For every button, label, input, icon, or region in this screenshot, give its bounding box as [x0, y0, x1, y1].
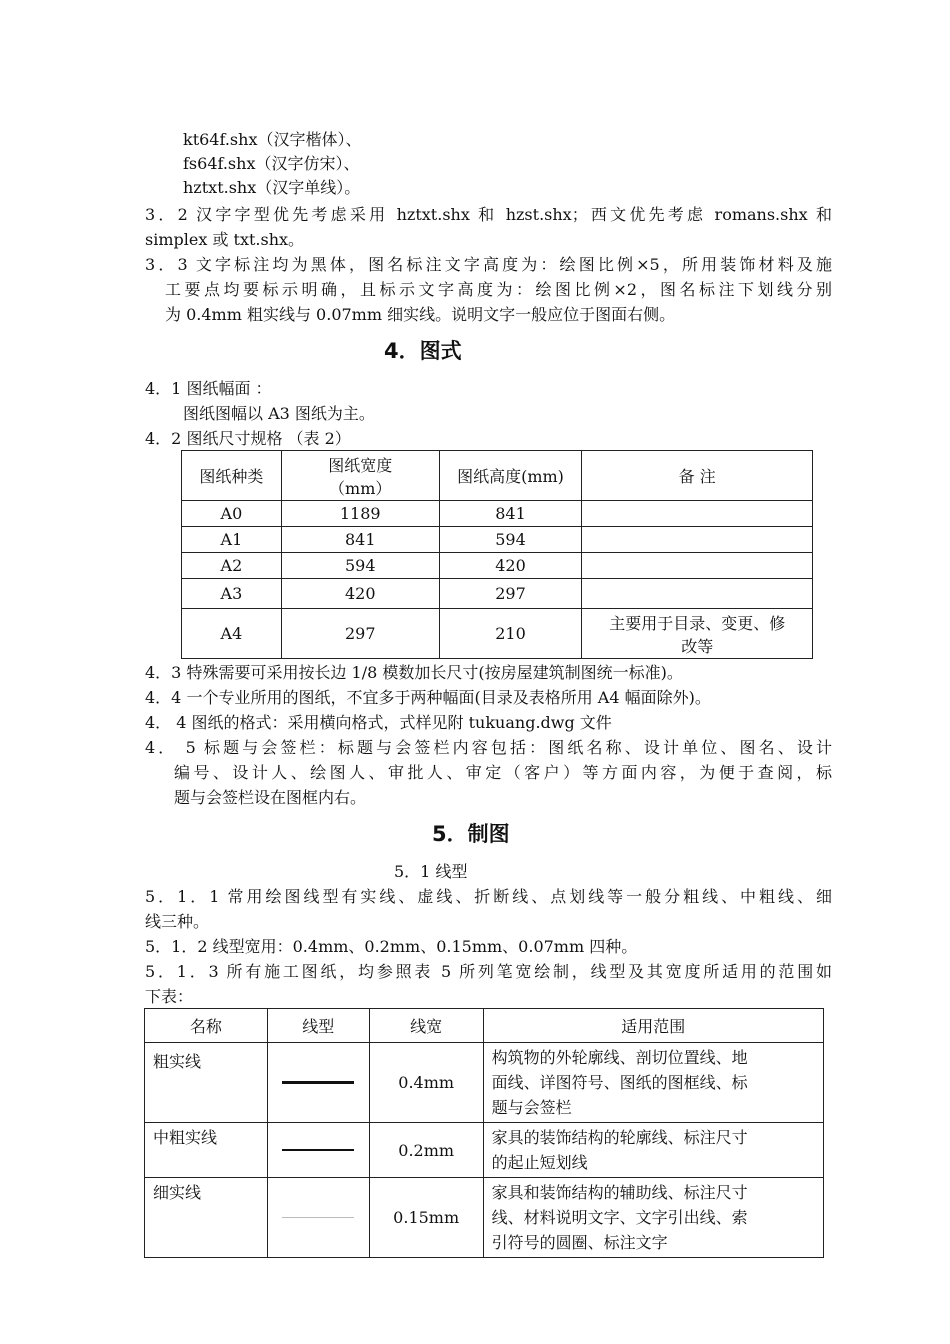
line-type-table [144, 1008, 824, 1258]
cell-width: 0.15mm [369, 1178, 483, 1258]
table-row [182, 609, 813, 659]
header-line-width: 线宽 [369, 1009, 483, 1043]
table-header-row [145, 1009, 824, 1043]
paper-size-table [181, 450, 813, 659]
font-item-fs64f: fs64f.shx（汉字仿宋）、 [183, 154, 360, 173]
thick-line-sample [282, 1081, 354, 1084]
cell-note [582, 579, 813, 609]
cell-type: A0 [182, 501, 282, 527]
section-4-2: 4．2 图纸尺寸规格 （表 2） [145, 429, 351, 448]
cell-line-sample [267, 1123, 369, 1178]
section-4-4-sizes: 4．4 一个专业所用的图纸，不宜多于两种幅面(目录及表格所用 A4 幅面除外)。 [145, 688, 711, 707]
header-line-type: 线型 [267, 1009, 369, 1043]
section-5-1-2: 5．1．2 线型宽用：0.4mm、0.2mm、0.15mm、0.07mm 四种。 [145, 937, 638, 956]
cell-name: 中粗实线 [145, 1123, 268, 1178]
cell-note [582, 553, 813, 579]
heading-4: 4．图式 [384, 339, 462, 363]
cell-scope: 构筑物的外轮廓线、剖切位置线、地 面线、详图符号、图纸的图框线、标 题与会签栏 [483, 1043, 823, 1123]
cell-line-sample [267, 1178, 369, 1258]
para-3-2-line2: simplex 或 txt.shx。 [145, 230, 305, 249]
section-4-3: 4．3 特殊需要可采用按长边 1/8 模数加长尺寸(按房屋建筑制图统一标准)。 [145, 663, 683, 682]
section-4-5-line1: 4． 5 标题与会签栏：标题与会签栏内容包括：图纸名称、设计单位、图名、设计 [145, 738, 832, 757]
font-item-kt64f: kt64f.shx（汉字楷体）、 [183, 130, 362, 149]
cell-note [582, 527, 813, 553]
heading-5: 5．制图 [432, 822, 510, 846]
para-3-3-line1: 3．3 文字标注均为黑体，图名标注文字高度为：绘图比例×5，所用装饰材料及施 [145, 255, 832, 274]
para-3-3-line3: 为 0.4mm 粗实线与 0.07mm 细实线。说明文字一般应位于图面右侧。 [165, 305, 676, 324]
cell-name: 细实线 [145, 1178, 268, 1258]
section-4-1: 4．1 图纸幅面 ： [145, 379, 272, 398]
cell-note: 主要用于目录、变更、修 改等 [582, 609, 813, 659]
table-row [182, 501, 813, 527]
section-5-1-1-line2: 线三种。 [145, 912, 210, 931]
cell-scope: 家具的装饰结构的轮廓线、标注尺寸 的起止短划线 [483, 1123, 823, 1178]
cell-height: 420 [439, 553, 582, 579]
section-5-1: 5．1 线型 [394, 862, 468, 881]
cell-name: 粗实线 [145, 1043, 268, 1123]
cell-type: A1 [182, 527, 282, 553]
cell-line-sample [267, 1043, 369, 1123]
medium-line-sample [282, 1149, 354, 1151]
header-note: 备 注 [582, 451, 813, 501]
cell-width: 1189 [281, 501, 439, 527]
cell-width: 594 [281, 553, 439, 579]
cell-height: 210 [439, 609, 582, 659]
section-5-1-3-line1: 5．1．3 所有施工图纸，均参照表 5 所列笔宽绘制，线型及其宽度所适用的范围如 [145, 962, 832, 981]
font-item-hztxt: hztxt.shx（汉字单线）。 [183, 178, 361, 197]
table-row [145, 1043, 824, 1123]
cell-scope: 家具和装饰结构的辅助线、标注尺寸 线、材料说明文字、文字引出线、索 引符号的圆圈、标注文字 [483, 1178, 823, 1258]
header-name: 名称 [145, 1009, 268, 1043]
para-3-3-line2: 工要点均要标示明确，且标示文字高度为：绘图比例×2，图名标注下划线分别 [165, 280, 832, 299]
cell-height: 297 [439, 579, 582, 609]
cell-width: 0.4mm [369, 1043, 483, 1123]
section-5-1-1-line1: 5．1．1 常用绘图线型有实线、虚线、折断线、点划线等一般分粗线、中粗线、细 [145, 887, 832, 906]
header-width: 图纸宽度 （mm） [281, 451, 439, 501]
section-4-5-line3: 题与会签栏设在图框内右。 [174, 788, 367, 807]
header-type: 图纸种类 [182, 451, 282, 501]
section-4-1-body: 图纸图幅以 A3 图纸为主。 [183, 404, 375, 423]
para-3-2-line1: 3．2 汉字字型优先考虑采用 hztxt.shx 和 hzst.shx；西文优先考虑 romans.shx 和 [145, 205, 832, 224]
table-row [145, 1123, 824, 1178]
table-row [182, 579, 813, 609]
header-height: 图纸高度(mm) [439, 451, 582, 501]
header-scope: 适用范围 [483, 1009, 823, 1043]
cell-height: 841 [439, 501, 582, 527]
cell-width: 297 [281, 609, 439, 659]
cell-width: 841 [281, 527, 439, 553]
table-row [182, 527, 813, 553]
section-5-1-3-line2: 下表： [145, 987, 194, 1006]
section-4-4-format: 4． 4 图纸的格式：采用横向格式，式样见附 tukuang.dwg 文件 [145, 713, 612, 732]
cell-type: A4 [182, 609, 282, 659]
cell-note [582, 501, 813, 527]
cell-width: 420 [281, 579, 439, 609]
table-row [145, 1178, 824, 1258]
cell-width: 0.2mm [369, 1123, 483, 1178]
thin-line-sample [282, 1217, 354, 1218]
cell-type: A3 [182, 579, 282, 609]
table-row [182, 553, 813, 579]
cell-height: 594 [439, 527, 582, 553]
cell-type: A2 [182, 553, 282, 579]
table-header-row [182, 451, 813, 501]
section-4-5-line2: 编号、设计人、绘图人、审批人、审定（客户）等方面内容，为便于查阅，标 [174, 763, 832, 782]
